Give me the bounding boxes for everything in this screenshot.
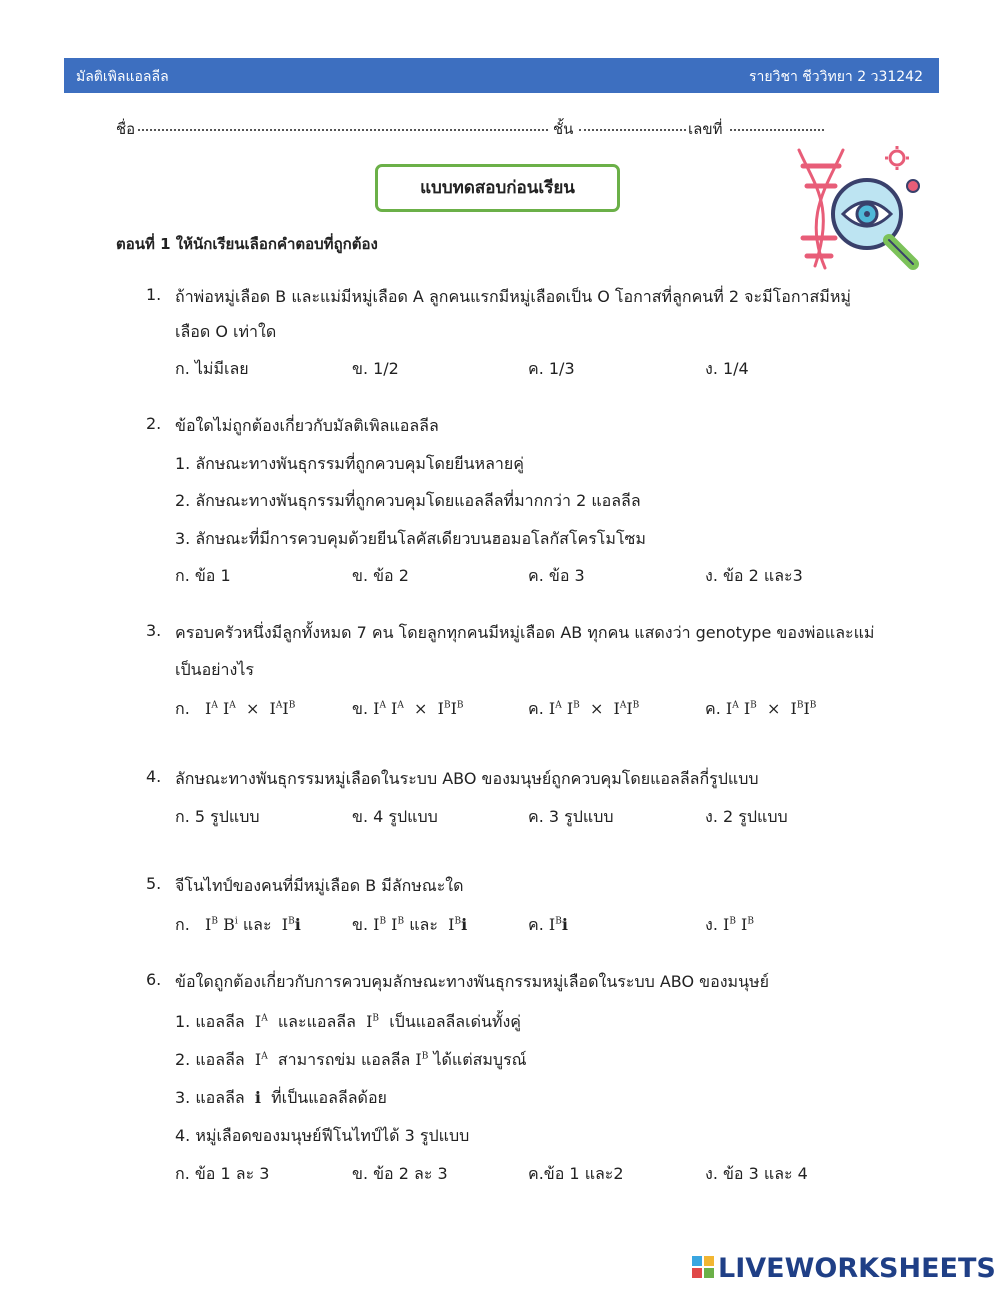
q1-choice-a[interactable]: ก. ไม่มีเลย [175, 359, 249, 378]
q2-choice-c[interactable]: ค. ข้อ 3 [528, 566, 585, 585]
q1-number: 1. [146, 285, 162, 304]
q3-choice-c[interactable] [528, 697, 639, 722]
q5-choice-d[interactable] [705, 913, 754, 938]
genotype: $I^B$ $I^B$ [373, 915, 405, 934]
choice-marker: ข. [352, 915, 369, 934]
q6-statement-3: 3. แอลลีล i ที่เป็นแอลลีลด้อย [175, 1088, 387, 1107]
q5-text: จีโนไทป์ของคนที่มีหมู่เลือด B มีลักษณะใด [175, 876, 464, 895]
q3-number: 3. [146, 621, 162, 640]
q2-choice-a[interactable]: ก. ข้อ 1 [175, 566, 231, 585]
q1-choice-c[interactable]: ค. 1/3 [528, 359, 575, 378]
class-blank[interactable] [579, 129, 686, 131]
q2-statement-2: 2. ลักษณะทางพันธุกรรมที่ถูกควบคุมโดยแอลลีลที่มากกว่า 2 แอลลีล [175, 491, 641, 510]
page-title: แบบทดสอบก่อนเรียน [375, 164, 620, 212]
dna-magnifier-icon [785, 146, 935, 276]
q3-text-2: เป็นอย่างไร [175, 660, 254, 679]
choice-marker: ก. [175, 699, 190, 718]
q5-number: 5. [146, 874, 162, 893]
q4-number: 4. [146, 767, 162, 786]
genotype: $I^B$ $I^B$ [723, 915, 754, 934]
part-instruction: ตอนที่ 1 ให้นักเรียนเลือกคำตอบที่ถูกต้อง [116, 235, 378, 253]
q4-text: ลักษณะทางพันธุกรรมหมู่เลือดในระบบ ABO ของมนุษย์ถูกควบคุมโดยแอลลีลกี่รูปแบบ [175, 769, 759, 788]
q6-number: 6. [146, 970, 162, 989]
q4-choice-d[interactable]: ง. 2 รูปแบบ [705, 807, 788, 826]
topic-label: มัลติเพิลแอลลีล [76, 69, 169, 85]
q4-choice-a[interactable]: ก. 5 รูปแบบ [175, 807, 260, 826]
q3-choice-a[interactable] [175, 697, 295, 722]
choice-marker: ก. [175, 915, 190, 934]
genotype: $I^Bi$ [448, 915, 468, 934]
genotype: $I^A$ $I^B \times I^AI^B$ [548, 699, 640, 718]
q5-choice-a[interactable] [175, 913, 301, 938]
q2-choice-d[interactable]: ง. ข้อ 2 และ3 [705, 566, 803, 585]
choice-marker: ค. [528, 915, 544, 934]
q6-statement-2: 2. แอลลีล $I^A$ สามารถข่ม แอลลีล $I^B$ ได้แต่สมบูรณ์ [175, 1050, 527, 1069]
name-label: ชื่อ [116, 120, 136, 138]
q2-text: ข้อใดไม่ถูกต้องเกี่ยวกับมัลติเพิลแอลลีล [175, 416, 439, 435]
course-label: รายวิชา ชีววิทยา 2 ว31242 [749, 69, 923, 85]
q6-choice-a[interactable]: ก. ข้อ 1 ละ 3 [175, 1164, 270, 1183]
choice-marker: ค. [705, 699, 721, 718]
q6-choice-b[interactable]: ข. ข้อ 2 ละ 3 [352, 1164, 448, 1183]
q2-statement-1: 1. ลักษณะทางพันธุกรรมที่ถูกควบคุมโดยยีนหลายคู่ [175, 454, 524, 473]
q4-choice-c[interactable]: ค. 3 รูปแบบ [528, 807, 614, 826]
name-blank[interactable] [138, 129, 548, 131]
genotype: $I^Bi$ [281, 915, 301, 934]
q4-choice-b[interactable]: ข. 4 รูปแบบ [352, 807, 438, 826]
genotype: $I^A$ $I^A \times I^AI^B$ [205, 699, 296, 718]
genotype: $I^B$ $B^i$ [205, 915, 238, 934]
genotype: $I^A$ $I^A \times I^BI^B$ [373, 699, 464, 718]
number-blank[interactable] [730, 129, 824, 131]
q6-statement-4: 4. หมู่เลือดของมนุษย์ฟีโนไทป์ได้ 3 รูปแบบ [175, 1126, 470, 1145]
q2-statement-3: 3. ลักษณะที่มีการควบคุมด้วยยีนโลคัสเดียวบนฮอมอโลกัสโครโมโซม [175, 529, 646, 548]
class-label: ชั้น [553, 120, 574, 138]
q6-choice-d[interactable]: ง. ข้อ 3 และ 4 [705, 1164, 808, 1183]
q3-choice-b[interactable] [352, 697, 464, 722]
q5-choice-b[interactable] [352, 913, 467, 938]
header-banner [64, 58, 939, 93]
q1-text-2: เลือด O เท่าใด [175, 322, 277, 341]
q6-text: ข้อใดถูกต้องเกี่ยวกับการควบคุมลักษณะทางพันธุกรรมหมู่เลือดในระบบ ABO ของมนุษย์ [175, 972, 769, 991]
and-label: และ [242, 915, 272, 934]
q6-choice-c[interactable]: ค.ข้อ 1 และ2 [528, 1164, 624, 1183]
choice-marker: ง. [705, 915, 718, 934]
choice-marker: ข. [352, 699, 369, 718]
and-label: และ [409, 915, 438, 934]
q1-choice-d[interactable]: ง. 1/4 [705, 359, 749, 378]
liveworksheets-wordmark: LIVEWORKSHEETS [718, 1253, 996, 1284]
q1-choice-b[interactable]: ข. 1/2 [352, 359, 399, 378]
genotype: $I^A$ $I^B \times I^BI^B$ [725, 699, 817, 718]
q3-choice-d[interactable] [705, 697, 816, 722]
q3-text: ครอบครัวหนึ่งมีลูกทั้งหมด 7 คน โดยลูกทุกคนมีหมู่เลือด AB ทุกคน แสดงว่า genotype ของพ่อและแม่ [175, 623, 875, 642]
choice-marker: ค. [528, 699, 544, 718]
genotype: $I^Bi$ [548, 915, 568, 934]
q1-text: ถ้าพ่อหมู่เลือด B และแม่มีหมู่เลือด A ลูกคนแรกมีหมู่เลือดเป็น O โอกาสที่ลูกคนที่ 2 จะมีโอกาสมีหมู่ [175, 287, 851, 306]
q2-choice-b[interactable]: ข. ข้อ 2 [352, 566, 409, 585]
q5-choice-c[interactable] [528, 913, 568, 938]
q2-number: 2. [146, 414, 162, 433]
number-label: เลขที่ [688, 120, 723, 138]
q6-statement-1: 1. แอลลีล $I^A$ และแอลลีล $I^B$ เป็นแอลลีลเด่นทั้งคู่ [175, 1012, 521, 1031]
liveworksheets-grid-icon [692, 1256, 714, 1278]
